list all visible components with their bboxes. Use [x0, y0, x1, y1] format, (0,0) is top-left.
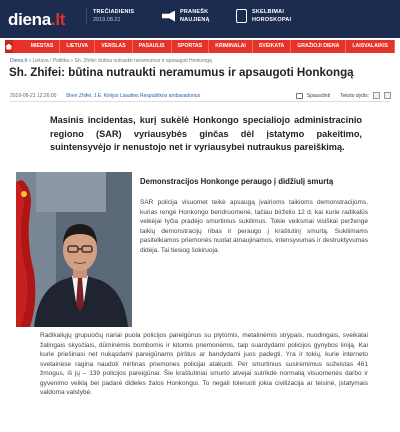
date-block	[86, 8, 134, 24]
article-lead: Masinis incidentas, kurį sukėlė Honkongo specialiojo administracinio regiono (SAR) vyriausybės ginčas dėl įstatymo pakeitimo, suintensyvėjo ir nenustojo net ir vyriausybei nutraukus pareiškimą.	[50, 115, 362, 152]
nav-item[interactable]: SVEIKATA	[253, 40, 291, 53]
nav-item[interactable]: PASAULIS	[133, 40, 172, 53]
breadcrumb	[10, 58, 212, 64]
text-size-label: Teksto dydis:	[340, 92, 369, 99]
classifieds-link[interactable]: SKELBIMAI HOROSKOPAI	[236, 8, 291, 24]
article-tools	[296, 92, 391, 99]
nav-item[interactable]: GRAŽIOJI DIENA	[291, 40, 346, 53]
nav-item[interactable]: LAISVALAIKIS	[346, 40, 395, 53]
nav-item[interactable]: KRIMINALAI	[209, 40, 253, 53]
article-datetime: 2019-08-21 12:26:00	[10, 93, 57, 99]
newspaper-icon	[236, 9, 247, 23]
article-photo	[16, 172, 132, 327]
nav-item[interactable]: LIETUVA	[60, 40, 95, 53]
home-button[interactable]	[5, 40, 13, 53]
nav-item[interactable]: SPORTAS	[172, 40, 210, 53]
site-logo[interactable]: diena.lt	[8, 10, 66, 29]
nav-item[interactable]: MIESTAS	[13, 40, 61, 53]
ambassador-photo-illustration	[16, 172, 132, 327]
print-link[interactable]: Spausdinti	[306, 92, 331, 99]
current-date: 2019.08.21	[93, 17, 121, 23]
article-title: Sh. Zhifei: būtina nutraukti neramumus ir apsaugoti Honkongą	[9, 66, 354, 79]
nav-item[interactable]: VERSLAS	[95, 40, 133, 53]
article-subheading: Demonstracijos Honkonge peraugo į didžiulį smurtą	[140, 177, 334, 186]
text-size-decrease-button[interactable]	[373, 92, 380, 99]
main-nav	[5, 40, 395, 53]
news-tip-link[interactable]: PRANEŠK NAUJIENĄ	[162, 8, 210, 24]
article-paragraph: SAR policija visuomet teikė apsaugą įvairioms taikioms demonstracijoms, kurias rengė Honkongo bendruomenė, tačiau birželio 12 d. kai kurie radikalūs veikėjai tyčia pradėjo smurtinius sukilimus. Tokie veiksmai visiškai peržengė taikių demonstracijų ribas ir peraugo į kraštutinį smurtą. Sukilimams pasitelkiamos priemonės nuolat atnaujinamos, intensyvumas ir destruktyvumas didėja. Tai tiesiog šokiruoja.	[140, 199, 368, 254]
breadcrumb-path: » Lietuva / Politika » Sh. Zhifei: būtina nutraukti neramumus ir apsaugoti Honkongą	[26, 58, 212, 64]
breadcrumb-home-link[interactable]: Diena.lt	[10, 58, 27, 64]
home-icon	[5, 44, 12, 50]
article-meta	[10, 93, 200, 99]
divider	[10, 101, 390, 102]
article-paragraph: Radikaliųjų grupuočių nariai puola policijos pareigūnus su plytomis, metalinėmis strypais, nuodingais, sveikatai žalingais skysčiais, dūminėmis bombomis ir kitomis priemonėmis, taip suardydami policijos gynybos liniją. Kai kurie priešinasi net nukąsdami pareigūnams pirštus ar bandydami juos padegti. Yra ir tokių, kurie interneto svetainėse ragina naudoti mirtinas priemones policijai atakuoti. Per smurtinius susirėmimus sužeistas 461 žmogus, iš jų – 139 policijos pareigūnai. Šie kraštutiniai smurto atvejai sutrikdė normalią visuomenės darbo ir gyvenimo veiklą bei padarė dideles žalos Honkongui. To negali toleruoti jokia civilizacija ar teisinė, įstatymais valdoma valstybė.	[40, 332, 368, 396]
text-size-increase-button[interactable]	[384, 92, 391, 99]
article-author-link[interactable]: Shen Zhifei, J.E. Kinijos Liaudies Respublikos ambasadorius	[65, 93, 201, 99]
weekday: TREČIADIENIS	[93, 9, 135, 15]
print-icon[interactable]	[296, 93, 303, 99]
megaphone-icon	[162, 11, 175, 22]
site-header	[0, 0, 400, 38]
